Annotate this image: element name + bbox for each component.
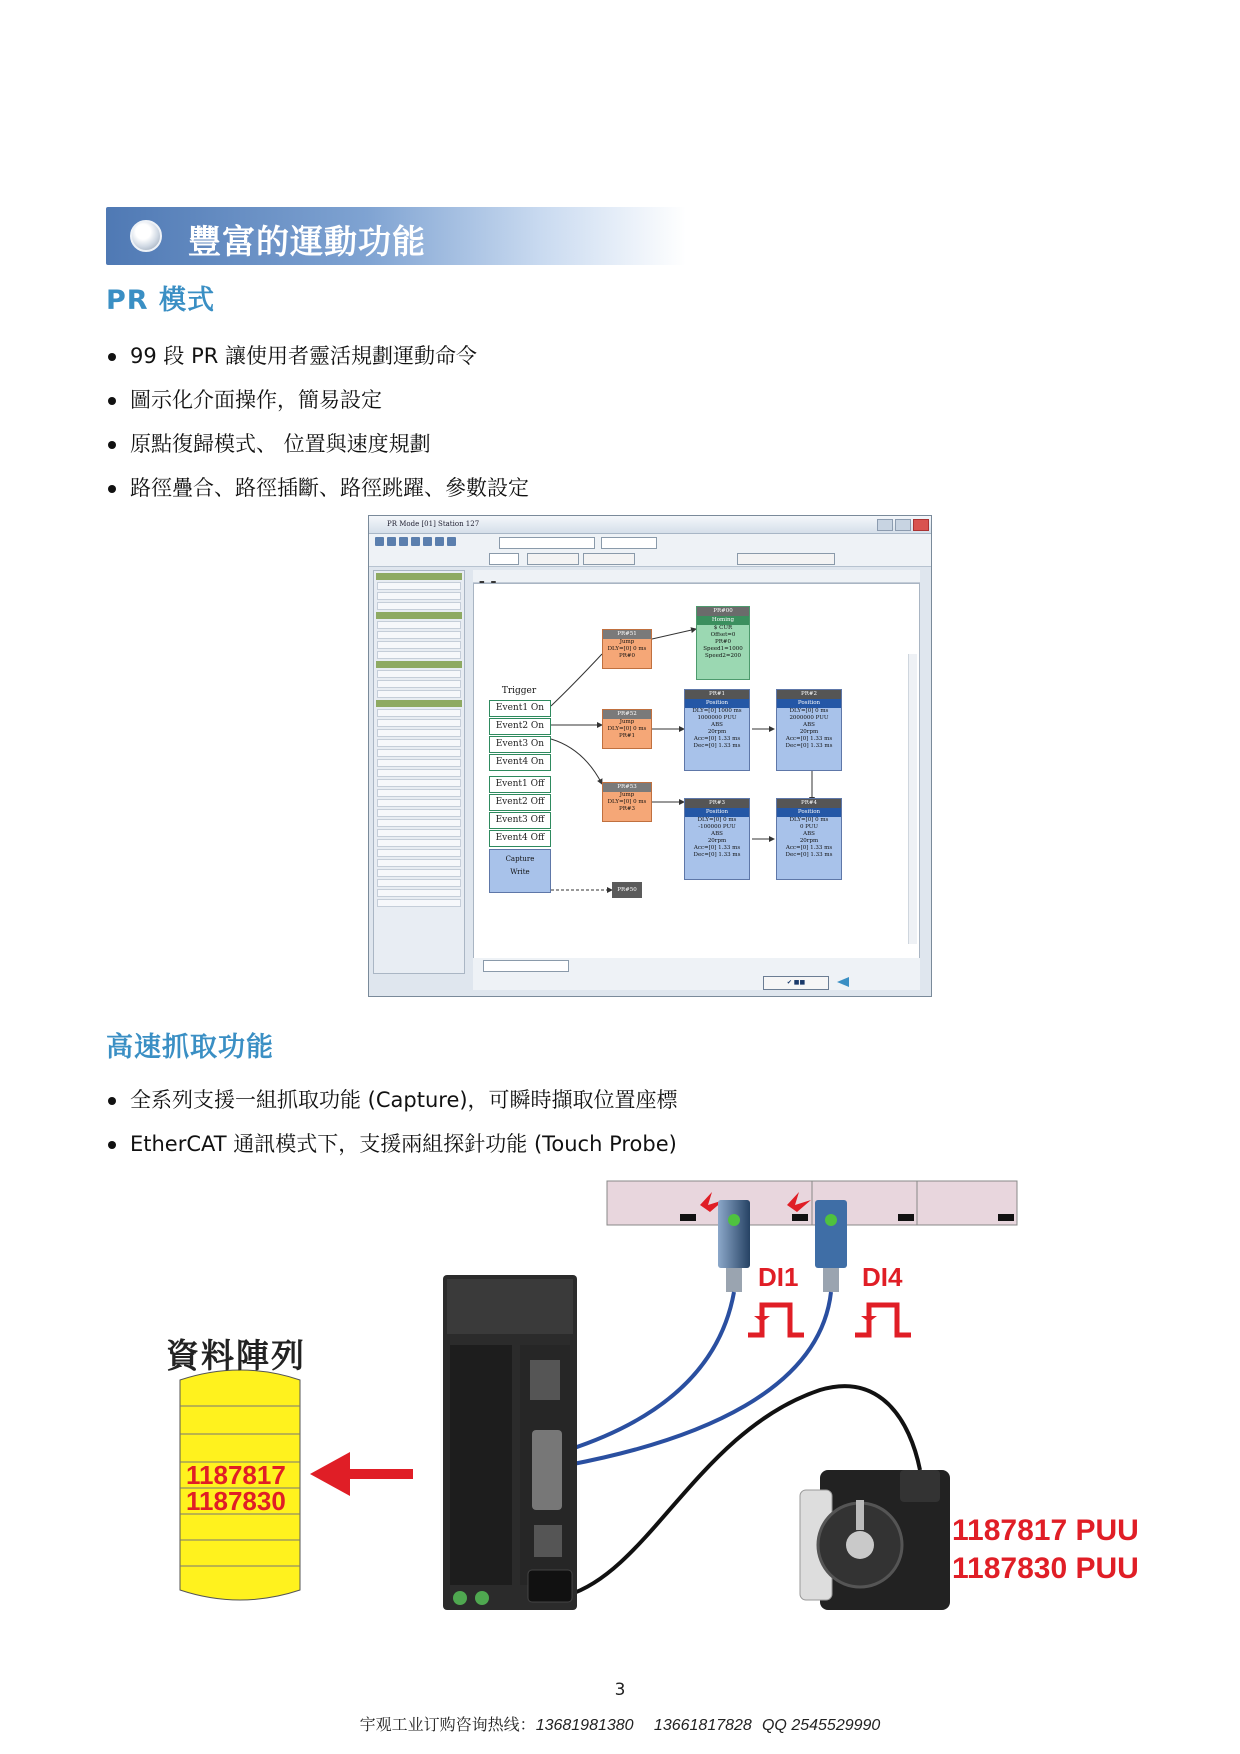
event-box: Event4 On — [489, 754, 551, 771]
pr-box-type: Jump — [619, 792, 635, 798]
pr-box-type: Position — [685, 699, 749, 708]
pr-box-capture-target: PR#50 — [612, 882, 642, 898]
sensor-label-di4: DI4 — [862, 1262, 903, 1292]
pr-box-line: ABS — [711, 722, 723, 728]
pr-box-id: PR#52 — [603, 710, 651, 719]
pr-box-id: PR#00 — [697, 607, 749, 616]
footer-hotline — [0, 1712, 1240, 1735]
pr-box-line: DLY=[0] 0 ms — [697, 817, 737, 823]
capture-box-line2: Write — [510, 868, 530, 876]
pr-box-line: Acc=[0] 1.33 ms — [785, 736, 833, 742]
pr-box-type: Position — [777, 808, 841, 817]
event-box: Event4 Off — [489, 830, 551, 847]
array-value: 1187817 — [186, 1460, 286, 1490]
sensor-label-di1: DI1 — [758, 1262, 799, 1292]
phone-1: 13681981380 — [535, 1717, 634, 1734]
pr-box-line: ABS — [803, 722, 815, 728]
event-box: Event1 On — [489, 700, 551, 717]
pr-box-id: PR#51 — [603, 630, 651, 639]
pr-box-type: Jump — [619, 719, 635, 725]
qq-number: QQ 2545529990 — [761, 1717, 881, 1734]
pr-box-line: $ CUR — [713, 625, 733, 631]
trigger-label: Trigger — [501, 686, 537, 696]
motor-value: 1187817 PUU — [952, 1514, 1139, 1547]
transfer-arrow-icon — [310, 1452, 413, 1496]
servo-motor — [800, 1470, 950, 1610]
download-button: ✔ ■■ — [763, 976, 829, 990]
hotline-label: 宇观工业订购咨询热线： — [359, 1715, 536, 1734]
pr-box-type: Position — [685, 808, 749, 817]
event-box: Event1 Off — [489, 776, 551, 793]
pr-bullet: 圖示化介面操作，簡易設定 — [106, 384, 529, 428]
pr-box-line: DLY=[0] 0 ms — [607, 726, 647, 732]
array-value: 1187830 — [186, 1486, 286, 1516]
pr-box-line: 20rpm — [707, 838, 727, 844]
capture-heading: 高速抓取功能 — [106, 1032, 274, 1063]
pr-box-id: PR#2 — [777, 690, 841, 699]
pr-box-line: Speed1=1000 — [703, 646, 743, 652]
pr-box-line: 2000000 PUU — [789, 715, 829, 721]
servo-drive — [443, 1275, 577, 1610]
pr-box-type: Position — [777, 699, 841, 708]
pr-box-line: 20rpm — [799, 838, 819, 844]
pr-bullet: 99 段 PR 讓使用者靈活規劃運動命令 — [106, 340, 529, 384]
capture-box-line1: Capture — [505, 855, 535, 863]
pr-box-line: DLY=[0] 0 ms — [607, 646, 647, 652]
pr-box-line: DLY=[0] 1000 ms — [692, 708, 742, 714]
pr-box-line: PR#3 — [619, 806, 635, 812]
pr-box-line: DLY=[0] 0 ms — [607, 799, 647, 805]
pr-box-line: Speed2=200 — [705, 653, 741, 659]
sensor-di1 — [718, 1200, 750, 1292]
pr-bullet: 原點復歸模式、 位置與速度規劃 — [106, 428, 529, 472]
page-number: 3 — [614, 1680, 626, 1700]
pr-box-id: PR#1 — [685, 690, 749, 699]
pr-box-type: Homing — [697, 616, 749, 625]
event-box: Event2 Off — [489, 794, 551, 811]
pr-box-line: Dec=[0] 1.33 ms — [785, 852, 833, 858]
screenshot-window-title: PR Mode [01] Station 127 — [387, 520, 480, 528]
event-box: Event2 On — [489, 718, 551, 735]
pulse-arrow-icon — [754, 1316, 877, 1322]
pr-box-id: PR#4 — [777, 799, 841, 808]
pr-box-id: PR#53 — [603, 783, 651, 792]
pr-heading: PR 模式 — [106, 285, 215, 316]
pr-box-line: PR#0 — [619, 653, 635, 659]
event-box: Event3 Off — [489, 812, 551, 829]
pr-box-line: Dec=[0] 1.33 ms — [785, 743, 833, 749]
pr-box-line: Acc=[0] 1.33 ms — [785, 845, 833, 851]
pr-box-line: PR#0 — [715, 639, 731, 645]
pr-box-line: 20rpm — [707, 729, 727, 735]
data-array-title: 資料陣列 — [166, 1336, 306, 1375]
event-box: Event3 On — [489, 736, 551, 753]
pr-box-line: PR#1 — [619, 733, 635, 739]
pr-box-line: 0 PUU — [799, 824, 819, 830]
pr-box-line: 20rpm — [799, 729, 819, 735]
pr-box-type: Jump — [619, 639, 635, 645]
pr-box-line: Acc=[0] 1.33 ms — [693, 736, 741, 742]
motor-value: 1187830 PUU — [952, 1552, 1139, 1585]
pr-box-line: DLY=[0] 0 ms — [789, 817, 829, 823]
capture-bullet: EtherCAT 通訊模式下，支援兩組探針功能 (Touch Probe) — [106, 1128, 678, 1172]
pr-box-line: Dec=[0] 1.33 ms — [693, 743, 741, 749]
pr-box-line: Offset=0 — [710, 632, 736, 638]
capture-bullet: 全系列支援一組抓取功能 (Capture)，可瞬時擷取位置座標 — [106, 1084, 678, 1128]
sensor-di4 — [815, 1200, 847, 1292]
section-title: 豐富的運動功能 — [188, 222, 426, 261]
pr-box-line: Dec=[0] 1.33 ms — [693, 852, 741, 858]
pr-bullet: 路徑疊合、路徑插斷、路徑跳躍、參數設定 — [106, 472, 529, 516]
phone-2: 13661817828 — [653, 1717, 752, 1734]
pr-box-line: Acc=[0] 1.33 ms — [693, 845, 741, 851]
pr-box-line: ABS — [803, 831, 815, 837]
pr-box-line: DLY=[0] 0 ms — [789, 708, 829, 714]
pr-box-line: -100000 PUU — [698, 824, 736, 830]
pr-box-line: ABS — [711, 831, 723, 837]
conveyor-rail — [607, 1181, 1017, 1225]
pr-box-id: PR#3 — [685, 799, 749, 808]
pr-box-line: 1000000 PUU — [697, 715, 737, 721]
